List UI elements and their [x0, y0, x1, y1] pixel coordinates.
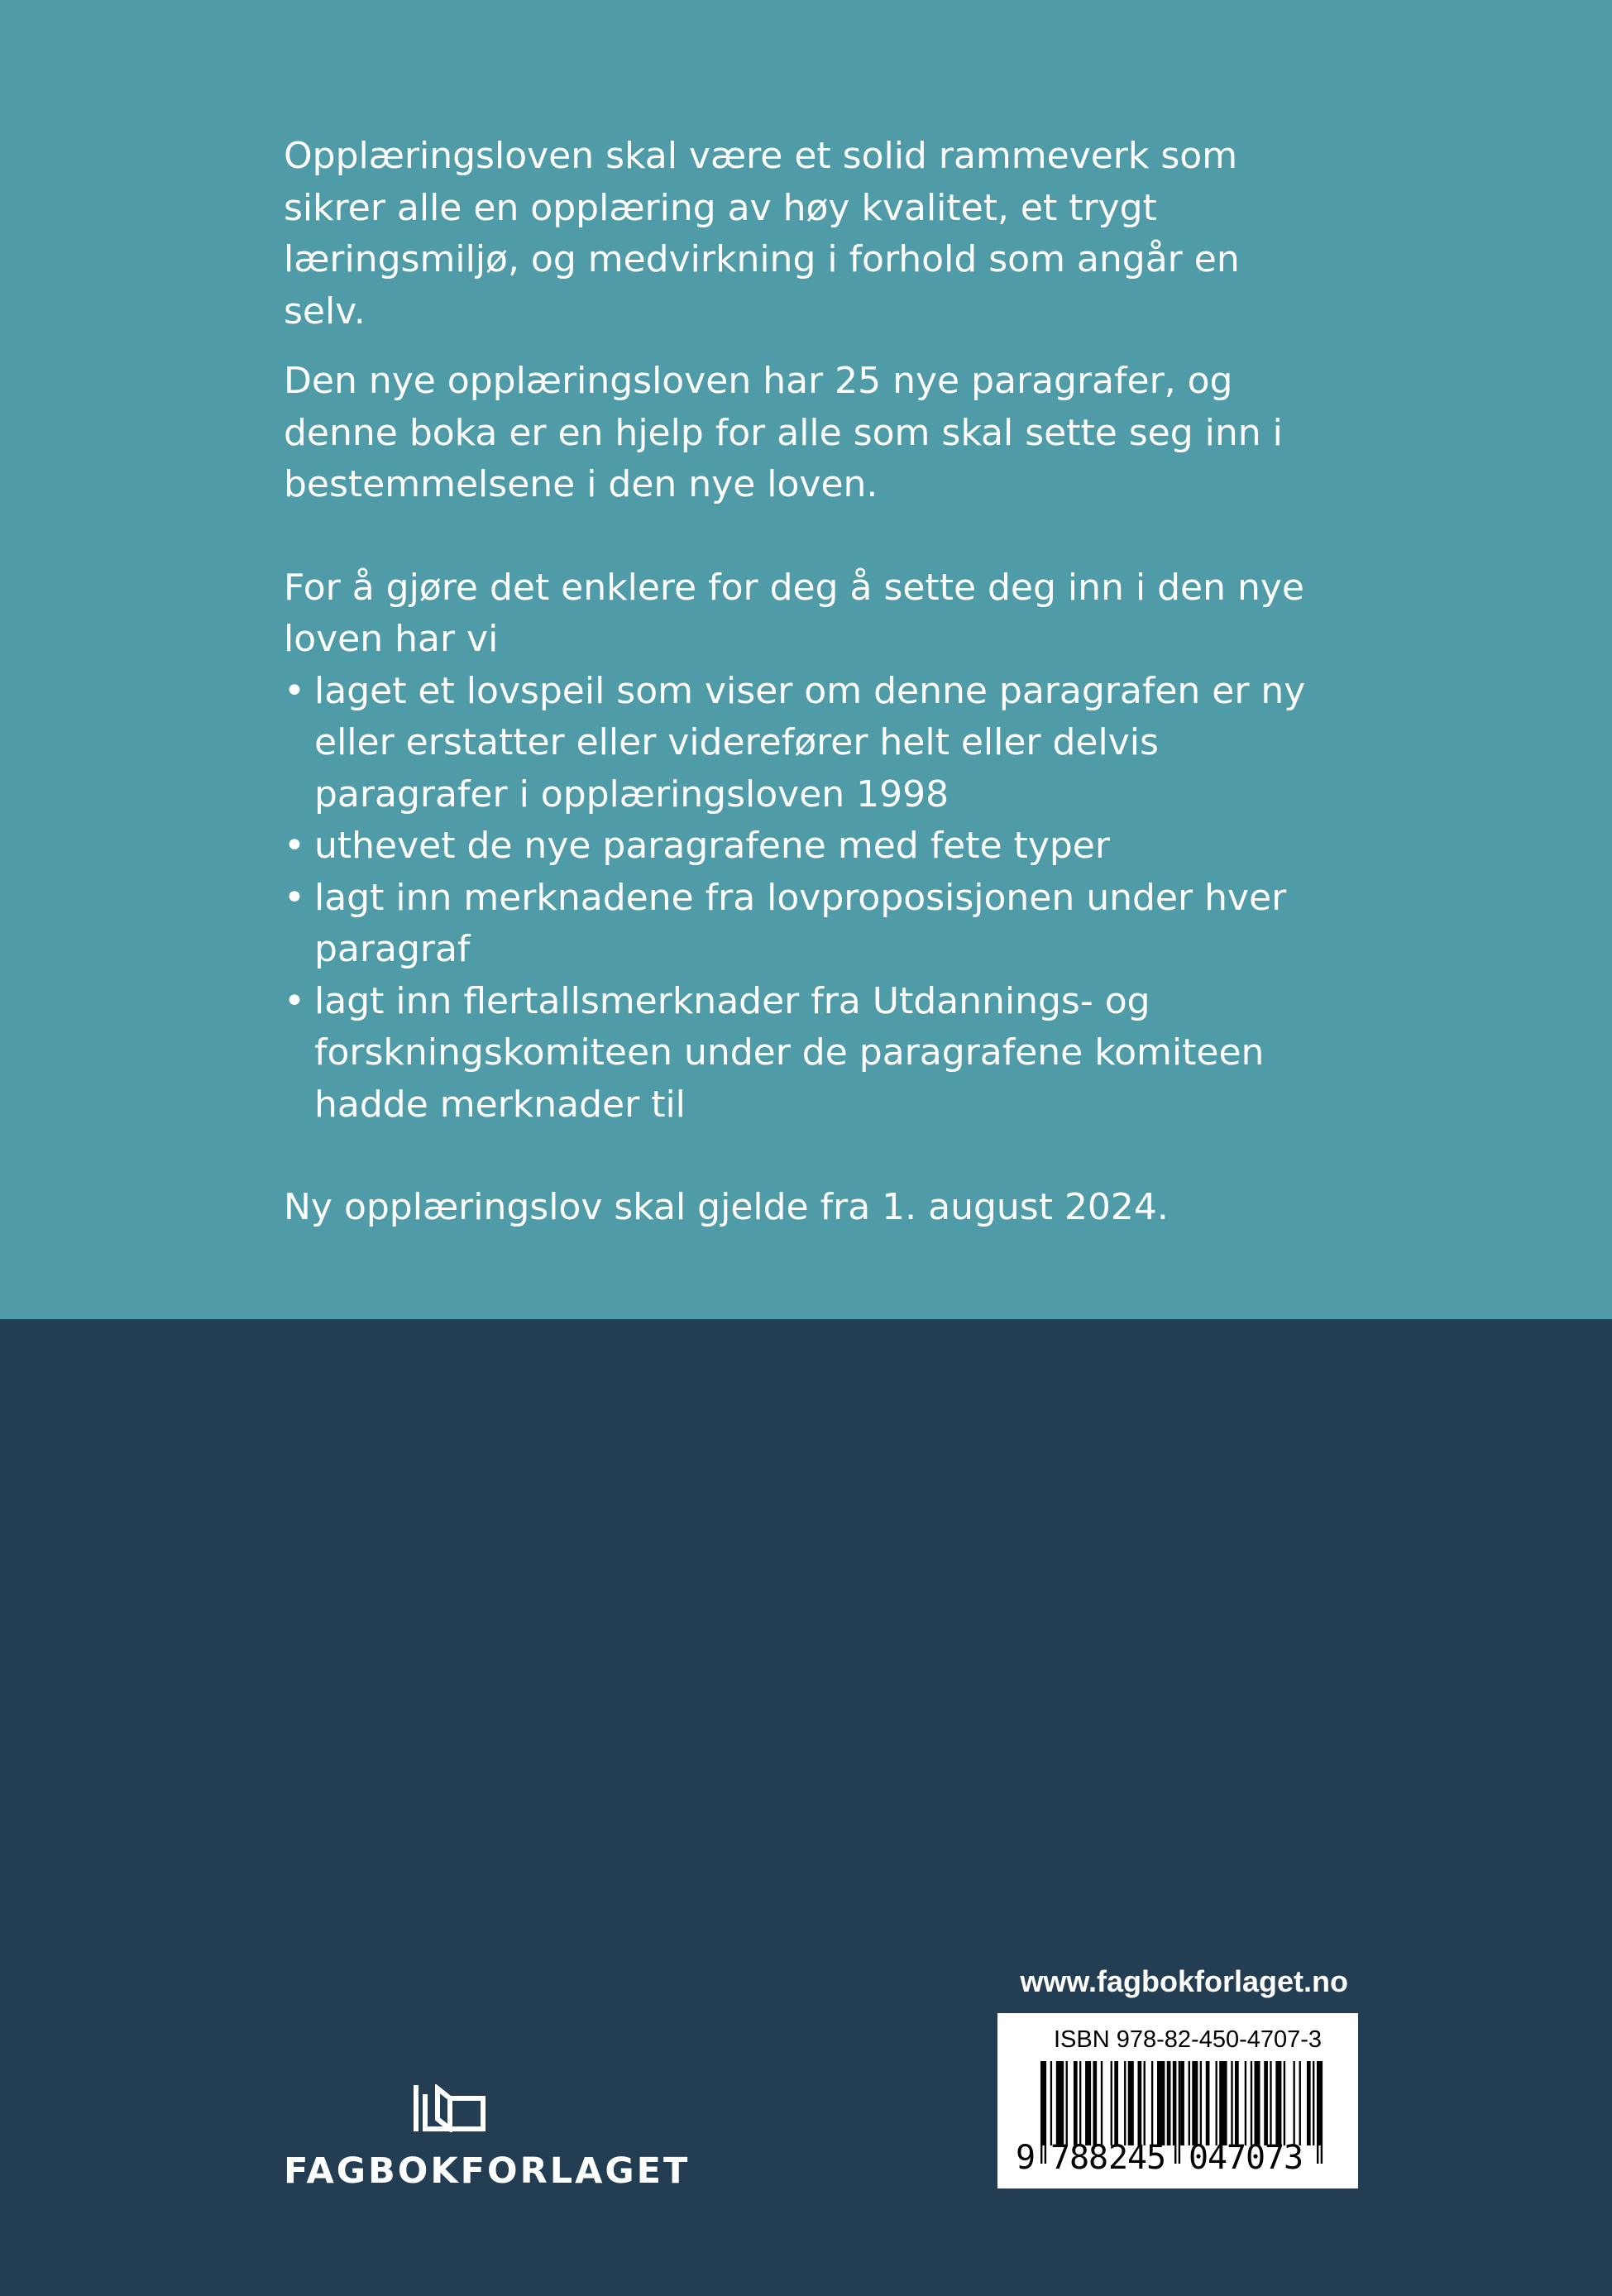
list-item-text: lagt inn flertallsmerknader fra Utdannings- og forskningskomiteen under de paragrafene komiteen hadde merknader til	[314, 979, 1265, 1126]
barcode-bar	[1114, 2061, 1118, 2145]
barcode-bar	[1307, 2061, 1311, 2145]
barcode-bar	[1294, 2061, 1295, 2145]
barcode-digit: 0	[1189, 2139, 1209, 2177]
barcode-bar	[1128, 2061, 1134, 2145]
publisher-logo	[284, 2084, 691, 2192]
barcode-digit: 7	[1265, 2139, 1285, 2177]
bottom-panel	[0, 1319, 1612, 2296]
barcode-bar	[1235, 2061, 1239, 2145]
barcode-digit: 0	[1246, 2139, 1266, 2177]
barcode-bar	[1245, 2061, 1246, 2145]
intro-paragraph-2: Den nye opplæringsloven har 25 nye paragrafer, og denne boka er en hjelp for alle som skal sette seg inn i bestemmelsene i den nye loven.	[284, 360, 1283, 505]
isbn-barcode	[997, 2013, 1358, 2188]
intro-paragraph-1: Opplæringsloven skal være et solid rammeverk som sikrer alle en opplæring av høy kvalitet, et trygt læringsmiljø, og medvirkning i forhold som angår en selv.	[284, 135, 1240, 332]
barcode-bar	[1085, 2061, 1091, 2145]
list-item	[284, 873, 1326, 976]
barcode-bar	[1200, 2061, 1202, 2145]
barcode-digit: 8	[1088, 2139, 1109, 2177]
barcode-bar	[1189, 2061, 1190, 2145]
barcode-bar	[1101, 2061, 1103, 2145]
barcode-bar	[1270, 2061, 1271, 2145]
barcode-bar	[1284, 2061, 1285, 2145]
barcode-bar	[1275, 2061, 1281, 2145]
intro-paragraph-3: For å gjøre det enklere for deg å sette deg inn i den nye loven har vi	[284, 566, 1304, 660]
feature-list	[284, 666, 1326, 1131]
barcode-bar	[1192, 2061, 1198, 2145]
barcode-bar	[1111, 2061, 1112, 2145]
barcode-bar	[1144, 2061, 1146, 2145]
isbn-label: ISBN 978-82-450-4707-3	[1054, 2026, 1323, 2053]
barcode-bar	[1219, 2061, 1227, 2145]
barcode-digit: 7	[1227, 2139, 1247, 2177]
barcode-bar	[1173, 2061, 1174, 2145]
list-item-text: lagt inn merknadene fra lovproposisjonen under hver paragraf	[314, 876, 1287, 970]
list-item	[284, 976, 1326, 1131]
barcode-bar	[1216, 2061, 1217, 2145]
barcode-digit: 4	[1127, 2139, 1148, 2177]
barcode-bar	[1255, 2061, 1260, 2145]
barcode-bar	[1074, 2061, 1078, 2145]
barcode-bar	[1066, 2061, 1068, 2145]
barcode-digit: 7	[1050, 2139, 1071, 2177]
bullet-icon: •	[284, 825, 305, 867]
bullet-icon: •	[284, 669, 305, 712]
list-item-text: laget et lovspeil som viser om denne paragrafen er ny eller erstatter eller viderefører helt eller delvis paragrafer i opplæringsloven 1998	[314, 669, 1306, 816]
barcode-bar	[1180, 2061, 1184, 2145]
barcode-bar	[1093, 2061, 1097, 2145]
barcode-bar	[1056, 2061, 1064, 2145]
barcode-digit: 8	[1069, 2139, 1090, 2177]
barcode-digits	[997, 2137, 1358, 2179]
barcode-bar	[1138, 2061, 1142, 2145]
bullet-icon: •	[284, 876, 305, 919]
barcode-digit: 2	[1108, 2139, 1129, 2177]
publisher-website-link[interactable]: www.fagbokforlaget.no	[1020, 1964, 1348, 1998]
open-book-logo-icon	[412, 2084, 488, 2132]
barcode-bar	[1264, 2061, 1268, 2145]
barcode-bar	[1124, 2061, 1126, 2145]
list-item	[284, 666, 1326, 821]
barcode-bar	[1157, 2061, 1165, 2145]
back-cover-text	[284, 131, 1326, 1234]
barcode-bar	[1251, 2061, 1252, 2145]
barcode-bar	[1167, 2061, 1171, 2145]
barcode-digit: 9	[1016, 2139, 1036, 2177]
barcode-digit: 5	[1146, 2139, 1167, 2177]
barcode-bar	[1231, 2061, 1232, 2145]
list-item-text: uthevet de nye paragrafene med fete typer	[314, 825, 1110, 867]
barcode-bar	[1079, 2061, 1081, 2145]
barcode-bar	[1151, 2061, 1153, 2145]
bullet-icon: •	[284, 979, 305, 1022]
list-item	[284, 820, 1326, 873]
barcode-digit: 3	[1284, 2139, 1304, 2177]
closing-paragraph: Ny opplæringslov skal gjelde fra 1. august 2024.	[284, 1186, 1169, 1228]
barcode-digit: 4	[1208, 2139, 1228, 2177]
publisher-name: FAGBOKFORLAGET	[284, 2150, 691, 2192]
barcode-bar	[1299, 2061, 1301, 2145]
barcode-bar	[1050, 2061, 1052, 2145]
barcode-bar	[1206, 2061, 1210, 2145]
barcode-bar	[1313, 2061, 1314, 2145]
